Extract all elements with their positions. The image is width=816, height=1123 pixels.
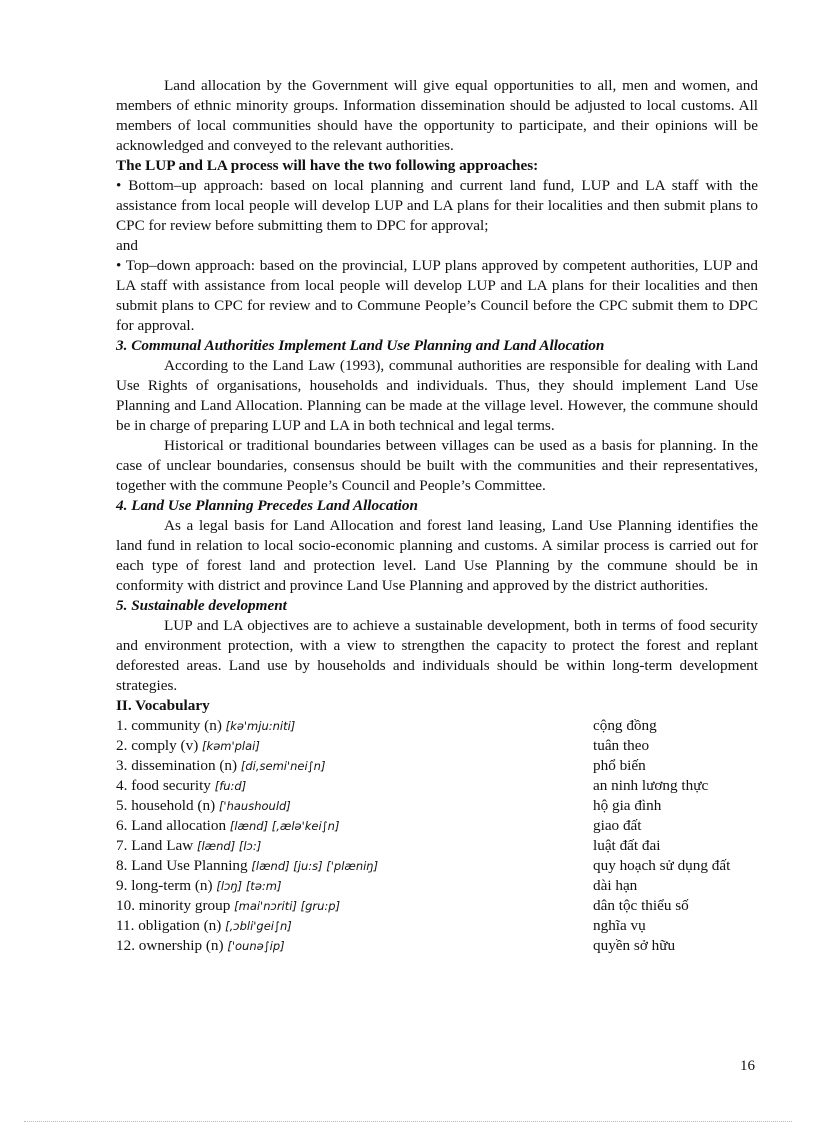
- vocab-meaning: luật đất đai: [593, 837, 661, 854]
- vocab-item: [116, 816, 758, 836]
- vocab-term: 4. food security: [116, 777, 215, 794]
- vocab-item: [116, 856, 758, 876]
- and-line: and: [116, 237, 138, 254]
- vocabulary-heading: II. Vocabulary: [116, 697, 210, 714]
- process-heading: The LUP and LA process will have the two following approaches:: [116, 157, 539, 174]
- vocab-meaning: giao đất: [593, 817, 642, 834]
- page-number: 16: [740, 1058, 755, 1074]
- footer-divider: [24, 1121, 792, 1122]
- section-4-heading: 4. Land Use Planning Precedes Land Allocation: [116, 497, 418, 514]
- section-3-paragraph-2: Historical or traditional boundaries between villages can be used as a basis for planning. In the case of unclear boundaries, consensus should be built with the communities and their representatives, together with the commune People’s Council and People’s Committee.: [116, 437, 758, 494]
- vocab-item: [116, 896, 758, 916]
- intro-paragraph: Land allocation by the Government will give equal opportunities to all, men and women, and members of ethnic minority groups. Information dissemination should be adjusted to local customs. All members of local communities should have the opportunity to participate, and their opinions will be acknowledged and conveyed to the relevant authorities.: [116, 77, 758, 154]
- vocab-item: [116, 876, 758, 896]
- vocab-ipa: [fu:d]: [214, 779, 247, 793]
- vocab-meaning: nghĩa vụ: [593, 917, 646, 934]
- vocab-term: 12. ownership (n): [116, 937, 228, 954]
- bottom-up-paragraph: • Bottom–up approach: based on local planning and current land fund, LUP and LA staff with the assistance from local people will develop LUP and LA plans for their localities and then submit plans to CPC for review before submitting them to DPC for approval;: [116, 177, 758, 234]
- vocab-meaning: phổ biến: [593, 757, 646, 774]
- vocab-ipa: [,ɔbli'gei∫n]: [225, 919, 292, 933]
- vocab-ipa: ['ounə∫ip]: [227, 939, 285, 953]
- vocab-item: [116, 796, 758, 816]
- top-down-paragraph: • Top–down approach: based on the provincial, LUP plans approved by competent authorities, LUP and LA staff with assistance from local people will develop LUP and LA plans for their localities and then submit plans to CPC for review and to Commune People’s Council before the CPC submit them to DPC for approval.: [116, 257, 758, 334]
- vocab-term: 7. Land Law: [116, 837, 197, 854]
- vocab-term: 6. Land allocation: [116, 817, 230, 834]
- vocab-item: [116, 916, 758, 936]
- vocab-term: 11. obligation (n): [116, 917, 226, 934]
- vocab-meaning: dân tộc thiểu số: [593, 897, 689, 914]
- vocab-ipa: [lænd] [,ælə'kei∫n]: [229, 819, 340, 833]
- vocab-ipa: [kə'mju:niti]: [225, 719, 296, 733]
- vocab-meaning: quy hoạch sử dụng đất: [593, 857, 731, 874]
- section-3-paragraph-1: According to the Land Law (1993), communal authorities are responsible for dealing with Land Use Rights of organisations, households and individuals. Thus, they should implement Land Use Planning and Land Allocation. Planning can be made at the village level. However, the commune should be in charge of preparing LUP and LA in both technical and legal terms.: [116, 357, 758, 434]
- vocab-ipa: [lɔŋ] [tə:m]: [216, 879, 282, 893]
- vocab-term: 3. dissemination (n): [116, 757, 241, 774]
- section-5-heading: 5. Sustainable development: [116, 597, 287, 614]
- vocab-item: [116, 756, 758, 776]
- vocab-term: 10. minority group: [116, 897, 235, 914]
- vocab-term: 1. community (n): [116, 717, 226, 734]
- section-5-paragraph: LUP and LA objectives are to achieve a sustainable development, both in terms of food security and environment protection, with a view to strengthen the capacity to protect the forest and replant deforested areas. Land use by households and individuals should be within long-term development strategies.: [116, 617, 758, 694]
- vocab-ipa: ['haushould]: [218, 799, 291, 813]
- vocab-item: [116, 716, 758, 736]
- vocabulary-list: [116, 716, 758, 956]
- vocab-term: 9. long-term (n): [116, 877, 217, 894]
- vocab-ipa: [di,semi'nei∫n]: [240, 759, 326, 773]
- vocab-meaning: quyền sở hữu: [593, 937, 676, 954]
- vocab-term: 5. household (n): [116, 797, 219, 814]
- vocab-ipa: [lænd] [lɔ:]: [196, 839, 262, 853]
- vocab-item: [116, 776, 758, 796]
- vocab-meaning: tuân theo: [593, 737, 650, 754]
- vocab-meaning: cộng đồng: [593, 717, 657, 734]
- vocab-item: [116, 836, 758, 856]
- section-4-paragraph: As a legal basis for Land Allocation and forest land leasing, Land Use Planning identifies the land fund in relation to local socio-economic planning and customs. A similar process is carried out for each type of forest land and protection level. Land Use Planning by the commune should be in conformity with district and province Land Use Planning and approved by the district authorities.: [116, 517, 758, 594]
- vocab-meaning: hộ gia đình: [593, 797, 662, 814]
- vocab-item: [116, 736, 758, 756]
- vocab-item: [116, 936, 758, 956]
- vocab-meaning: an ninh lương thực: [593, 777, 709, 794]
- vocab-meaning: dài hạn: [593, 877, 638, 894]
- section-3-heading: 3. Communal Authorities Implement Land Use Planning and Land Allocation: [116, 337, 605, 354]
- vocab-ipa: [lænd] [ju:s] ['plæniŋ]: [251, 859, 379, 873]
- vocab-term: 8. Land Use Planning: [116, 857, 252, 874]
- vocab-ipa: [kəm'plai]: [202, 739, 260, 753]
- vocab-ipa: [mai'nɔriti] [gru:p]: [234, 899, 341, 913]
- document-body: [116, 76, 758, 956]
- vocab-term: 2. comply (v): [116, 737, 203, 754]
